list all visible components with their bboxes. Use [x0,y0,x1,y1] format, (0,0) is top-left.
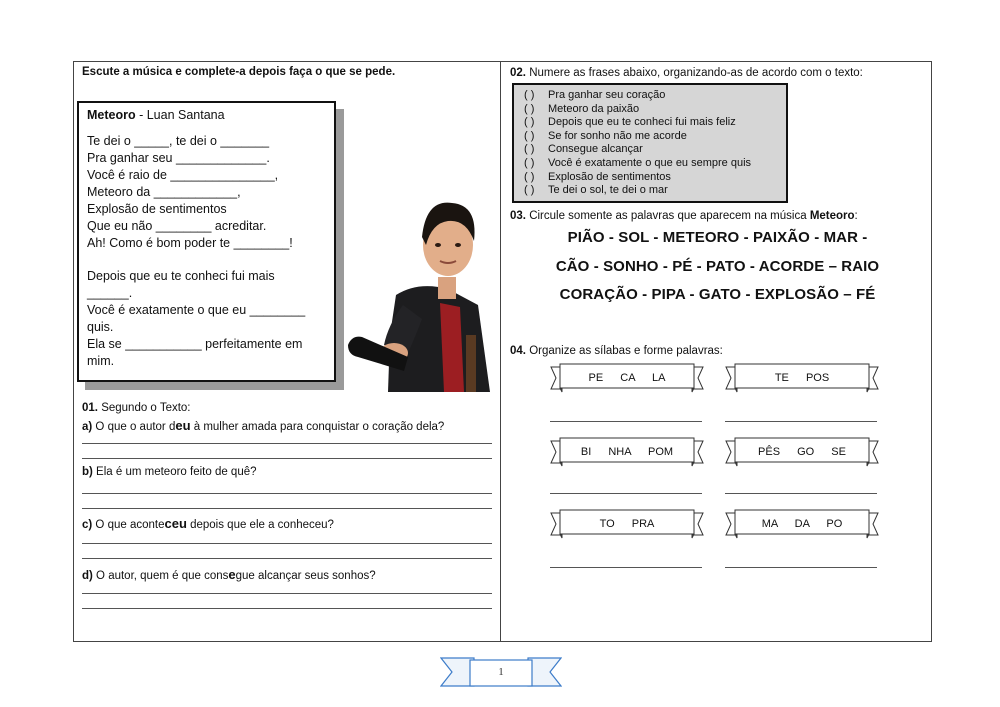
order-item[interactable]: ( ) Consegue alcançar [524,143,643,156]
answer-line[interactable] [550,567,702,568]
syllable-banner: PE CA LA [550,363,704,395]
answer-line[interactable] [725,493,877,494]
column-divider [500,61,501,642]
song-title: Meteoro - Luan Santana [87,108,225,122]
order-item[interactable]: ( ) Explosão de sentimentos [524,170,671,183]
answer-line[interactable] [82,443,492,444]
lyric-line: Ah! Como é bom poder te ________! [87,236,293,250]
instructions: Escute a música e complete-a depois faça o que se pede. [82,66,396,78]
lyric-line: Você é exatamente o que eu ________ [87,303,306,317]
lyric-line: Ela se ___________ perfeitamente em [87,337,303,351]
q02-heading: 02. Numere as frases abaixo, organizando-as de acordo com o texto: [510,67,863,79]
answer-line[interactable] [725,567,877,568]
answer-line[interactable] [82,493,492,494]
lyric-line: Pra ganhar seu _____________. [87,151,270,165]
q01-c-text: c) O que aconteceu depois que ele a conheceu? [82,516,334,531]
lyric-line: Explosão de sentimentos [87,202,227,216]
q01-b-text: b) Ela é um meteoro feito de quê? [82,466,257,478]
lyric-line: Que eu não ________ acreditar. [87,219,267,233]
syllable-banner: BI NHA POM [550,437,704,469]
order-item[interactable]: ( ) Te dei o sol, te dei o mar [524,184,668,197]
lyric-line: ______. [87,286,133,300]
word-list-line[interactable]: CÃO - SONHO - PÉ - PATO - ACORDE – RAIO [555,258,880,275]
q01-a-text: a) O que o autor deu à mulher amada para conquistar o coração dela? [82,418,445,433]
lyric-line: quis. [87,320,114,334]
q01-d-text: d) O autor, quem é que consegue alcançar seus sonhos? [82,567,376,582]
answer-line[interactable] [82,458,492,459]
lyric-line: Meteoro da ____________, [87,185,241,199]
answer-line[interactable] [82,593,492,594]
word-list-line[interactable]: PIÃO - SOL - METEORO - PAIXÃO - MAR - [567,229,868,246]
order-item[interactable]: ( ) Meteoro da paixão [524,102,640,115]
syllable-banner: TE POS [725,363,879,395]
answer-line[interactable] [82,543,492,544]
q01-heading: 01. Segundo o Texto: [82,402,191,414]
syllable-banner: TO PRA [550,509,704,541]
answer-line[interactable] [550,493,702,494]
lyric-line: Você é raio de _______________, [87,168,279,182]
lyric-line: Depois que eu te conheci fui mais [87,269,275,283]
q02-order-box [512,83,788,203]
order-item[interactable]: ( ) Pra ganhar seu coração [524,89,666,101]
lyric-line: Te dei o _____, te dei o _______ [87,134,270,148]
word-list-line[interactable]: CORAÇÃO - PIPA - GATO - EXPLOSÃO – FÉ [559,286,876,303]
order-item[interactable]: ( ) Você é exatamente o que eu sempre quis [524,156,752,169]
answer-line[interactable] [725,421,877,422]
order-item[interactable]: ( ) Depois que eu te conheci fui mais feliz [524,116,736,129]
syllable-banner: PÊS GO SE [725,437,879,469]
singer-photo [348,185,490,392]
answer-line[interactable] [82,508,492,509]
q03-heading: 03. Circule somente as palavras que aparecem na música Meteoro: [510,210,858,222]
answer-line[interactable] [82,558,492,559]
answer-line[interactable] [550,421,702,422]
order-item[interactable]: ( ) Se for sonho não me acorde [524,129,687,142]
page-number-ribbon [440,655,562,690]
answer-line[interactable] [82,608,492,609]
q04-heading: 04. Organize as sílabas e forme palavras: [510,345,723,357]
lyrics-box [77,101,336,382]
syllable-banner: MA DA PO [725,509,879,541]
lyric-line: mim. [87,354,115,368]
page-number: 1 [498,666,504,678]
